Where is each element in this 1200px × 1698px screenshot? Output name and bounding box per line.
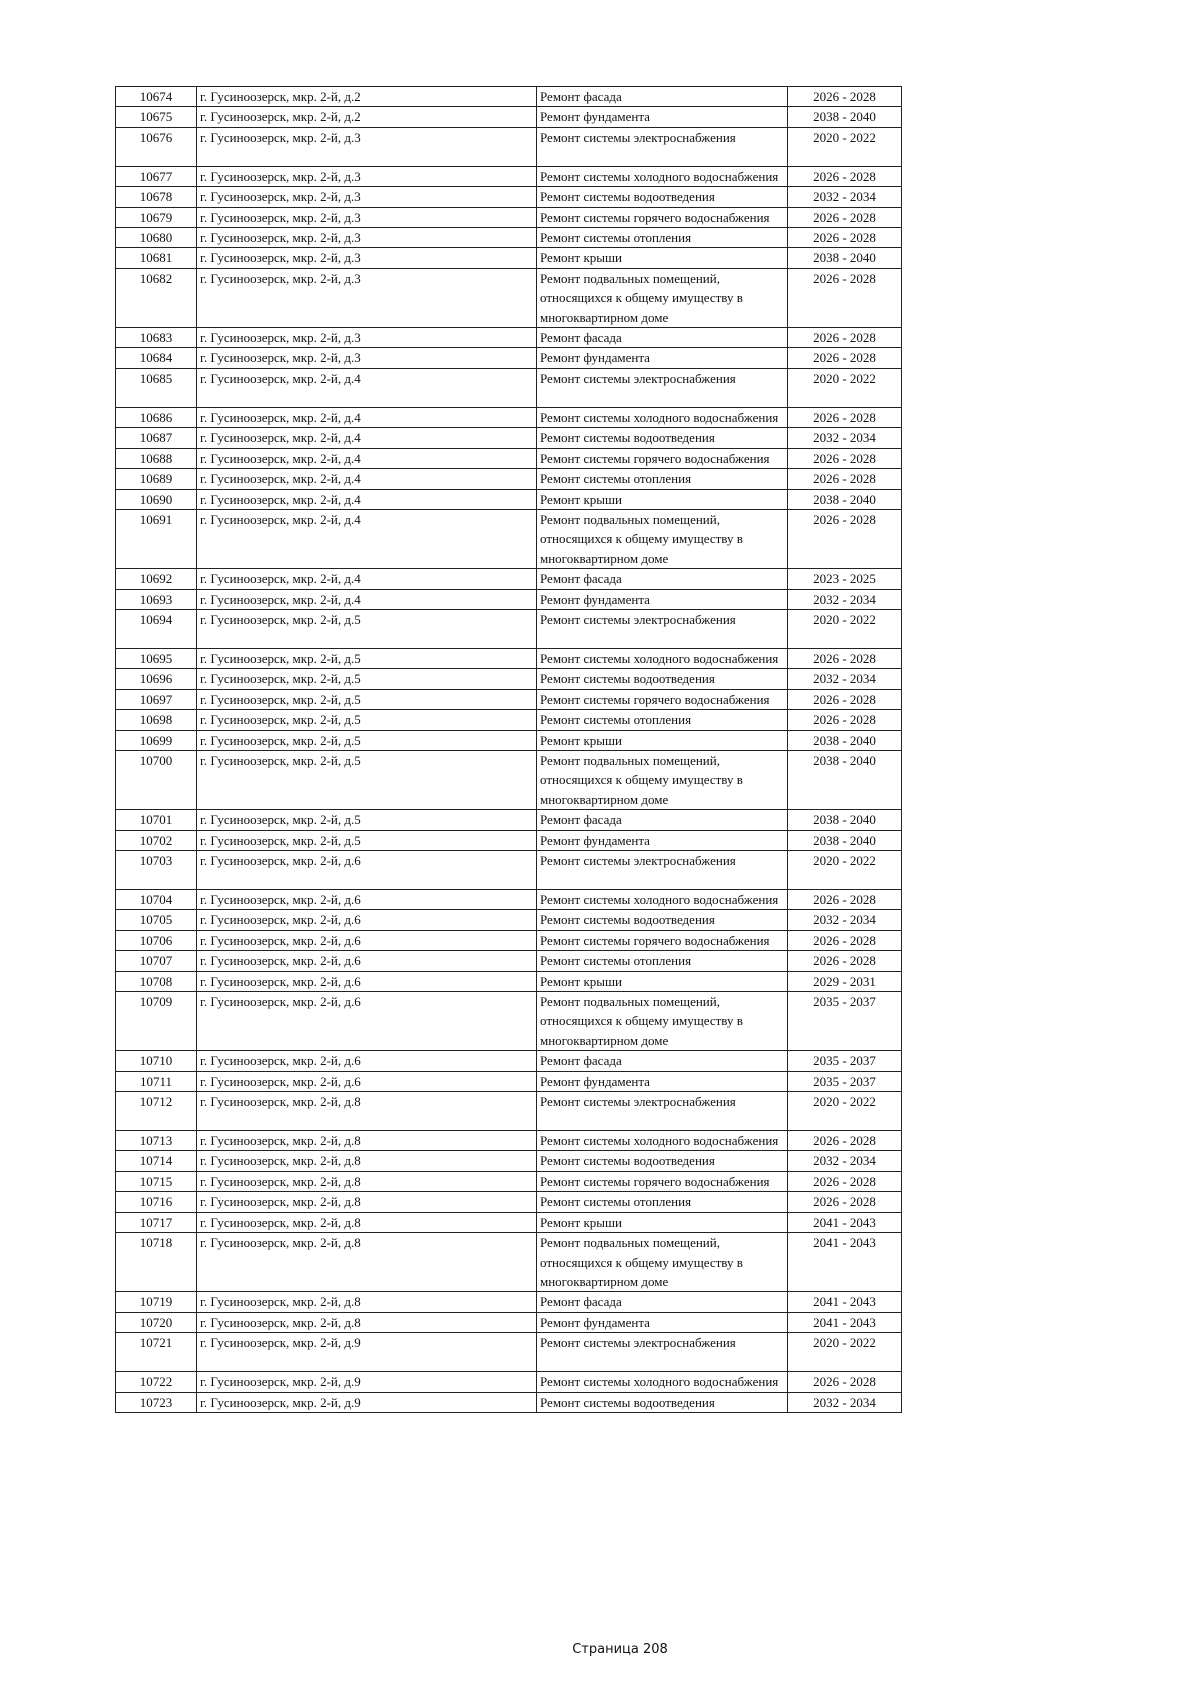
table-row	[116, 1292, 902, 1312]
row-number-cell: 10703	[116, 851, 197, 890]
table-row	[116, 127, 902, 166]
address-cell: г. Гусиноозерск, мкр. 2-й, д.6	[197, 851, 537, 890]
row-number-cell: 10697	[116, 689, 197, 709]
row-number-cell: 10684	[116, 348, 197, 368]
period-cell: 2020 - 2022	[788, 1333, 902, 1372]
row-number-cell: 10688	[116, 448, 197, 468]
row-number-cell: 10680	[116, 228, 197, 248]
address-cell: г. Гусиноозерск, мкр. 2-й, д.4	[197, 448, 537, 468]
period-cell: 2035 - 2037	[788, 1051, 902, 1071]
period-cell: 2032 - 2034	[788, 187, 902, 207]
address-cell: г. Гусиноозерск, мкр. 2-й, д.8	[197, 1292, 537, 1312]
work-type-cell: Ремонт системы электроснабжения	[537, 851, 788, 890]
row-number-cell: 10692	[116, 569, 197, 589]
work-type-cell: Ремонт системы горячего водоснабжения	[537, 207, 788, 227]
period-cell: 2032 - 2034	[788, 589, 902, 609]
address-cell: г. Гусиноозерск, мкр. 2-й, д.9	[197, 1392, 537, 1412]
address-cell: г. Гусиноозерск, мкр. 2-й, д.9	[197, 1372, 537, 1392]
table-row	[116, 348, 902, 368]
row-number-cell: 10705	[116, 910, 197, 930]
table-row	[116, 830, 902, 850]
work-type-cell: Ремонт системы горячего водоснабжения	[537, 930, 788, 950]
period-cell: 2026 - 2028	[788, 448, 902, 468]
period-cell: 2020 - 2022	[788, 1092, 902, 1131]
period-cell: 2029 - 2031	[788, 971, 902, 991]
table-row	[116, 971, 902, 991]
address-cell: г. Гусиноозерск, мкр. 2-й, д.3	[197, 228, 537, 248]
address-cell: г. Гусиноозерск, мкр. 2-й, д.3	[197, 248, 537, 268]
address-cell: г. Гусиноозерск, мкр. 2-й, д.9	[197, 1333, 537, 1372]
work-type-cell: Ремонт системы водоотведения	[537, 910, 788, 930]
row-number-cell: 10679	[116, 207, 197, 227]
table-row	[116, 810, 902, 830]
work-type-cell: Ремонт системы отопления	[537, 469, 788, 489]
period-cell: 2038 - 2040	[788, 750, 902, 809]
address-cell: г. Гусиноозерск, мкр. 2-й, д.8	[197, 1192, 537, 1212]
row-number-cell: 10720	[116, 1312, 197, 1332]
period-cell: 2026 - 2028	[788, 328, 902, 348]
row-number-cell: 10713	[116, 1131, 197, 1151]
work-type-cell: Ремонт фасада	[537, 1051, 788, 1071]
work-type-cell: Ремонт системы холодного водоснабжения	[537, 648, 788, 668]
table-row	[116, 368, 902, 407]
address-cell: г. Гусиноозерск, мкр. 2-й, д.3	[197, 187, 537, 207]
address-cell: г. Гусиноозерск, мкр. 2-й, д.4	[197, 489, 537, 509]
table-row	[116, 710, 902, 730]
table-row	[116, 166, 902, 186]
table-row	[116, 1051, 902, 1071]
row-number-cell: 10723	[116, 1392, 197, 1412]
row-number-cell: 10685	[116, 368, 197, 407]
table-row	[116, 730, 902, 750]
work-type-cell: Ремонт крыши	[537, 489, 788, 509]
period-cell: 2026 - 2028	[788, 1131, 902, 1151]
row-number-cell: 10721	[116, 1333, 197, 1372]
address-cell: г. Гусиноозерск, мкр. 2-й, д.4	[197, 428, 537, 448]
period-cell: 2026 - 2028	[788, 268, 902, 327]
table-row	[116, 851, 902, 890]
period-cell: 2026 - 2028	[788, 1372, 902, 1392]
work-type-cell: Ремонт системы отопления	[537, 710, 788, 730]
row-number-cell: 10676	[116, 127, 197, 166]
period-cell: 2020 - 2022	[788, 609, 902, 648]
work-type-cell: Ремонт системы холодного водоснабжения	[537, 1131, 788, 1151]
period-cell: 2020 - 2022	[788, 127, 902, 166]
row-number-cell: 10678	[116, 187, 197, 207]
period-cell: 2041 - 2043	[788, 1312, 902, 1332]
row-number-cell: 10686	[116, 407, 197, 427]
table-row	[116, 930, 902, 950]
address-cell: г. Гусиноозерск, мкр. 2-й, д.8	[197, 1092, 537, 1131]
address-cell: г. Гусиноозерск, мкр. 2-й, д.4	[197, 589, 537, 609]
period-cell: 2035 - 2037	[788, 992, 902, 1051]
table-row	[116, 87, 902, 107]
work-type-cell: Ремонт крыши	[537, 1212, 788, 1232]
period-cell: 2038 - 2040	[788, 489, 902, 509]
work-type-cell: Ремонт системы водоотведения	[537, 187, 788, 207]
period-cell: 2032 - 2034	[788, 428, 902, 448]
table-row	[116, 228, 902, 248]
row-number-cell: 10683	[116, 328, 197, 348]
period-cell: 2026 - 2028	[788, 407, 902, 427]
work-type-cell: Ремонт системы холодного водоснабжения	[537, 1372, 788, 1392]
row-number-cell: 10687	[116, 428, 197, 448]
work-type-cell: Ремонт системы холодного водоснабжения	[537, 407, 788, 427]
row-number-cell: 10700	[116, 750, 197, 809]
address-cell: г. Гусиноозерск, мкр. 2-й, д.8	[197, 1233, 537, 1292]
row-number-cell: 10698	[116, 710, 197, 730]
period-cell: 2038 - 2040	[788, 248, 902, 268]
work-type-cell: Ремонт крыши	[537, 248, 788, 268]
table-row	[116, 1151, 902, 1171]
row-number-cell: 10677	[116, 166, 197, 186]
address-cell: г. Гусиноозерск, мкр. 2-й, д.6	[197, 1071, 537, 1091]
work-type-cell: Ремонт фундамента	[537, 589, 788, 609]
period-cell: 2038 - 2040	[788, 830, 902, 850]
work-type-cell: Ремонт фундамента	[537, 1312, 788, 1332]
table-row	[116, 669, 902, 689]
table-row	[116, 689, 902, 709]
work-type-cell: Ремонт системы горячего водоснабжения	[537, 1171, 788, 1191]
period-cell: 2032 - 2034	[788, 910, 902, 930]
address-cell: г. Гусиноозерск, мкр. 2-й, д.3	[197, 127, 537, 166]
work-type-cell: Ремонт системы отопления	[537, 951, 788, 971]
work-type-cell: Ремонт системы водоотведения	[537, 1151, 788, 1171]
table-row	[116, 589, 902, 609]
work-type-cell: Ремонт системы водоотведения	[537, 428, 788, 448]
period-cell: 2026 - 2028	[788, 87, 902, 107]
work-type-cell: Ремонт фасада	[537, 328, 788, 348]
row-number-cell: 10708	[116, 971, 197, 991]
work-type-cell: Ремонт системы электроснабжения	[537, 127, 788, 166]
period-cell: 2038 - 2040	[788, 810, 902, 830]
table-row	[116, 448, 902, 468]
table-row	[116, 268, 902, 327]
row-number-cell: 10694	[116, 609, 197, 648]
period-cell: 2026 - 2028	[788, 207, 902, 227]
address-cell: г. Гусиноозерск, мкр. 2-й, д.4	[197, 368, 537, 407]
row-number-cell: 10682	[116, 268, 197, 327]
row-number-cell: 10695	[116, 648, 197, 668]
address-cell: г. Гусиноозерск, мкр. 2-й, д.4	[197, 407, 537, 427]
address-cell: г. Гусиноозерск, мкр. 2-й, д.8	[197, 1312, 537, 1332]
work-type-cell: Ремонт системы горячего водоснабжения	[537, 448, 788, 468]
address-cell: г. Гусиноозерск, мкр. 2-й, д.3	[197, 166, 537, 186]
table-row	[116, 1171, 902, 1191]
table-row	[116, 1312, 902, 1332]
row-number-cell: 10690	[116, 489, 197, 509]
row-number-cell: 10707	[116, 951, 197, 971]
work-type-cell: Ремонт подвальных помещений, относящихся к общему имуществу в многоквартирном доме	[537, 1233, 788, 1292]
table-row	[116, 992, 902, 1051]
work-type-cell: Ремонт системы водоотведения	[537, 1392, 788, 1412]
address-cell: г. Гусиноозерск, мкр. 2-й, д.3	[197, 268, 537, 327]
period-cell: 2026 - 2028	[788, 951, 902, 971]
address-cell: г. Гусиноозерск, мкр. 2-й, д.5	[197, 689, 537, 709]
row-number-cell: 10716	[116, 1192, 197, 1212]
work-type-cell: Ремонт фундамента	[537, 1071, 788, 1091]
table-row	[116, 648, 902, 668]
period-cell: 2026 - 2028	[788, 890, 902, 910]
period-cell: 2041 - 2043	[788, 1212, 902, 1232]
work-type-cell: Ремонт системы отопления	[537, 1192, 788, 1212]
table-row	[116, 1212, 902, 1232]
period-cell: 2020 - 2022	[788, 368, 902, 407]
table-row	[116, 1131, 902, 1151]
table-row	[116, 107, 902, 127]
period-cell: 2026 - 2028	[788, 348, 902, 368]
address-cell: г. Гусиноозерск, мкр. 2-й, д.8	[197, 1171, 537, 1191]
work-type-cell: Ремонт фасада	[537, 810, 788, 830]
address-cell: г. Гусиноозерск, мкр. 2-й, д.4	[197, 569, 537, 589]
table-row	[116, 1333, 902, 1372]
address-cell: г. Гусиноозерск, мкр. 2-й, д.5	[197, 830, 537, 850]
row-number-cell: 10674	[116, 87, 197, 107]
address-cell: г. Гусиноозерск, мкр. 2-й, д.3	[197, 328, 537, 348]
work-type-cell: Ремонт фундамента	[537, 830, 788, 850]
address-cell: г. Гусиноозерск, мкр. 2-й, д.2	[197, 87, 537, 107]
row-number-cell: 10714	[116, 1151, 197, 1171]
table-row	[116, 187, 902, 207]
repair-schedule-table	[115, 86, 902, 1413]
table-row	[116, 569, 902, 589]
table-row	[116, 750, 902, 809]
period-cell: 2041 - 2043	[788, 1233, 902, 1292]
work-type-cell: Ремонт крыши	[537, 730, 788, 750]
row-number-cell: 10722	[116, 1372, 197, 1392]
work-type-cell: Ремонт системы электроснабжения	[537, 1333, 788, 1372]
table-row	[116, 489, 902, 509]
table-row	[116, 1092, 902, 1131]
address-cell: г. Гусиноозерск, мкр. 2-й, д.8	[197, 1131, 537, 1151]
period-cell: 2026 - 2028	[788, 1171, 902, 1191]
period-cell: 2023 - 2025	[788, 569, 902, 589]
table-row	[116, 1372, 902, 1392]
address-cell: г. Гусиноозерск, мкр. 2-й, д.6	[197, 910, 537, 930]
row-number-cell: 10702	[116, 830, 197, 850]
table-row	[116, 890, 902, 910]
period-cell: 2026 - 2028	[788, 166, 902, 186]
address-cell: г. Гусиноозерск, мкр. 2-й, д.5	[197, 810, 537, 830]
table-row	[116, 328, 902, 348]
period-cell: 2035 - 2037	[788, 1071, 902, 1091]
address-cell: г. Гусиноозерск, мкр. 2-й, д.3	[197, 348, 537, 368]
address-cell: г. Гусиноозерск, мкр. 2-й, д.3	[197, 207, 537, 227]
work-type-cell: Ремонт подвальных помещений, относящихся к общему имуществу в многоквартирном доме	[537, 750, 788, 809]
period-cell: 2038 - 2040	[788, 107, 902, 127]
work-type-cell: Ремонт системы отопления	[537, 228, 788, 248]
period-cell: 2032 - 2034	[788, 1151, 902, 1171]
address-cell: г. Гусиноозерск, мкр. 2-й, д.8	[197, 1212, 537, 1232]
row-number-cell: 10689	[116, 469, 197, 489]
row-number-cell: 10719	[116, 1292, 197, 1312]
work-type-cell: Ремонт подвальных помещений, относящихся к общему имуществу в многоквартирном доме	[537, 268, 788, 327]
row-number-cell: 10691	[116, 509, 197, 568]
table-row	[116, 609, 902, 648]
address-cell: г. Гусиноозерск, мкр. 2-й, д.5	[197, 730, 537, 750]
row-number-cell: 10709	[116, 992, 197, 1051]
address-cell: г. Гусиноозерск, мкр. 2-й, д.6	[197, 992, 537, 1051]
row-number-cell: 10706	[116, 930, 197, 950]
table-body	[116, 87, 902, 1413]
period-cell: 2032 - 2034	[788, 1392, 902, 1412]
table-row	[116, 207, 902, 227]
row-number-cell: 10715	[116, 1171, 197, 1191]
work-type-cell: Ремонт системы электроснабжения	[537, 609, 788, 648]
row-number-cell: 10718	[116, 1233, 197, 1292]
table-row	[116, 910, 902, 930]
table-row	[116, 1071, 902, 1091]
row-number-cell: 10701	[116, 810, 197, 830]
period-cell: 2026 - 2028	[788, 509, 902, 568]
period-cell: 2026 - 2028	[788, 1192, 902, 1212]
work-type-cell: Ремонт фундамента	[537, 348, 788, 368]
address-cell: г. Гусиноозерск, мкр. 2-й, д.5	[197, 648, 537, 668]
address-cell: г. Гусиноозерск, мкр. 2-й, д.5	[197, 669, 537, 689]
work-type-cell: Ремонт фасада	[537, 87, 788, 107]
table-row	[116, 509, 902, 568]
table-row	[116, 1392, 902, 1412]
address-cell: г. Гусиноозерск, мкр. 2-й, д.6	[197, 971, 537, 991]
period-cell: 2026 - 2028	[788, 710, 902, 730]
period-cell: 2032 - 2034	[788, 669, 902, 689]
table-row	[116, 1192, 902, 1212]
page-number: Страница 208	[572, 1642, 668, 1657]
work-type-cell: Ремонт фасада	[537, 1292, 788, 1312]
work-type-cell: Ремонт крыши	[537, 971, 788, 991]
work-type-cell: Ремонт подвальных помещений, относящихся к общему имуществу в многоквартирном доме	[537, 509, 788, 568]
row-number-cell: 10711	[116, 1071, 197, 1091]
table-row	[116, 248, 902, 268]
work-type-cell: Ремонт системы холодного водоснабжения	[537, 166, 788, 186]
address-cell: г. Гусиноозерск, мкр. 2-й, д.6	[197, 890, 537, 910]
row-number-cell: 10717	[116, 1212, 197, 1232]
period-cell: 2020 - 2022	[788, 851, 902, 890]
period-cell: 2038 - 2040	[788, 730, 902, 750]
address-cell: г. Гусиноозерск, мкр. 2-й, д.5	[197, 750, 537, 809]
work-type-cell: Ремонт подвальных помещений, относящихся к общему имуществу в многоквартирном доме	[537, 992, 788, 1051]
address-cell: г. Гусиноозерск, мкр. 2-й, д.4	[197, 509, 537, 568]
table-row	[116, 469, 902, 489]
address-cell: г. Гусиноозерск, мкр. 2-й, д.4	[197, 469, 537, 489]
work-type-cell: Ремонт системы горячего водоснабжения	[537, 689, 788, 709]
address-cell: г. Гусиноозерск, мкр. 2-й, д.5	[197, 609, 537, 648]
period-cell: 2026 - 2028	[788, 228, 902, 248]
row-number-cell: 10710	[116, 1051, 197, 1071]
period-cell: 2026 - 2028	[788, 930, 902, 950]
row-number-cell: 10681	[116, 248, 197, 268]
period-cell: 2026 - 2028	[788, 648, 902, 668]
row-number-cell: 10712	[116, 1092, 197, 1131]
period-cell: 2026 - 2028	[788, 469, 902, 489]
table-row	[116, 428, 902, 448]
row-number-cell: 10704	[116, 890, 197, 910]
address-cell: г. Гусиноозерск, мкр. 2-й, д.2	[197, 107, 537, 127]
address-cell: г. Гусиноозерск, мкр. 2-й, д.5	[197, 710, 537, 730]
address-cell: г. Гусиноозерск, мкр. 2-й, д.6	[197, 1051, 537, 1071]
table-row	[116, 1233, 902, 1292]
row-number-cell: 10675	[116, 107, 197, 127]
table-row	[116, 951, 902, 971]
row-number-cell: 10693	[116, 589, 197, 609]
table-row	[116, 407, 902, 427]
row-number-cell: 10696	[116, 669, 197, 689]
work-type-cell: Ремонт системы электроснабжения	[537, 1092, 788, 1131]
work-type-cell: Ремонт системы холодного водоснабжения	[537, 890, 788, 910]
row-number-cell: 10699	[116, 730, 197, 750]
work-type-cell: Ремонт фасада	[537, 569, 788, 589]
address-cell: г. Гусиноозерск, мкр. 2-й, д.6	[197, 930, 537, 950]
period-cell: 2041 - 2043	[788, 1292, 902, 1312]
work-type-cell: Ремонт системы электроснабжения	[537, 368, 788, 407]
address-cell: г. Гусиноозерск, мкр. 2-й, д.8	[197, 1151, 537, 1171]
work-type-cell: Ремонт системы водоотведения	[537, 669, 788, 689]
work-type-cell: Ремонт фундамента	[537, 107, 788, 127]
period-cell: 2026 - 2028	[788, 689, 902, 709]
address-cell: г. Гусиноозерск, мкр. 2-й, д.6	[197, 951, 537, 971]
